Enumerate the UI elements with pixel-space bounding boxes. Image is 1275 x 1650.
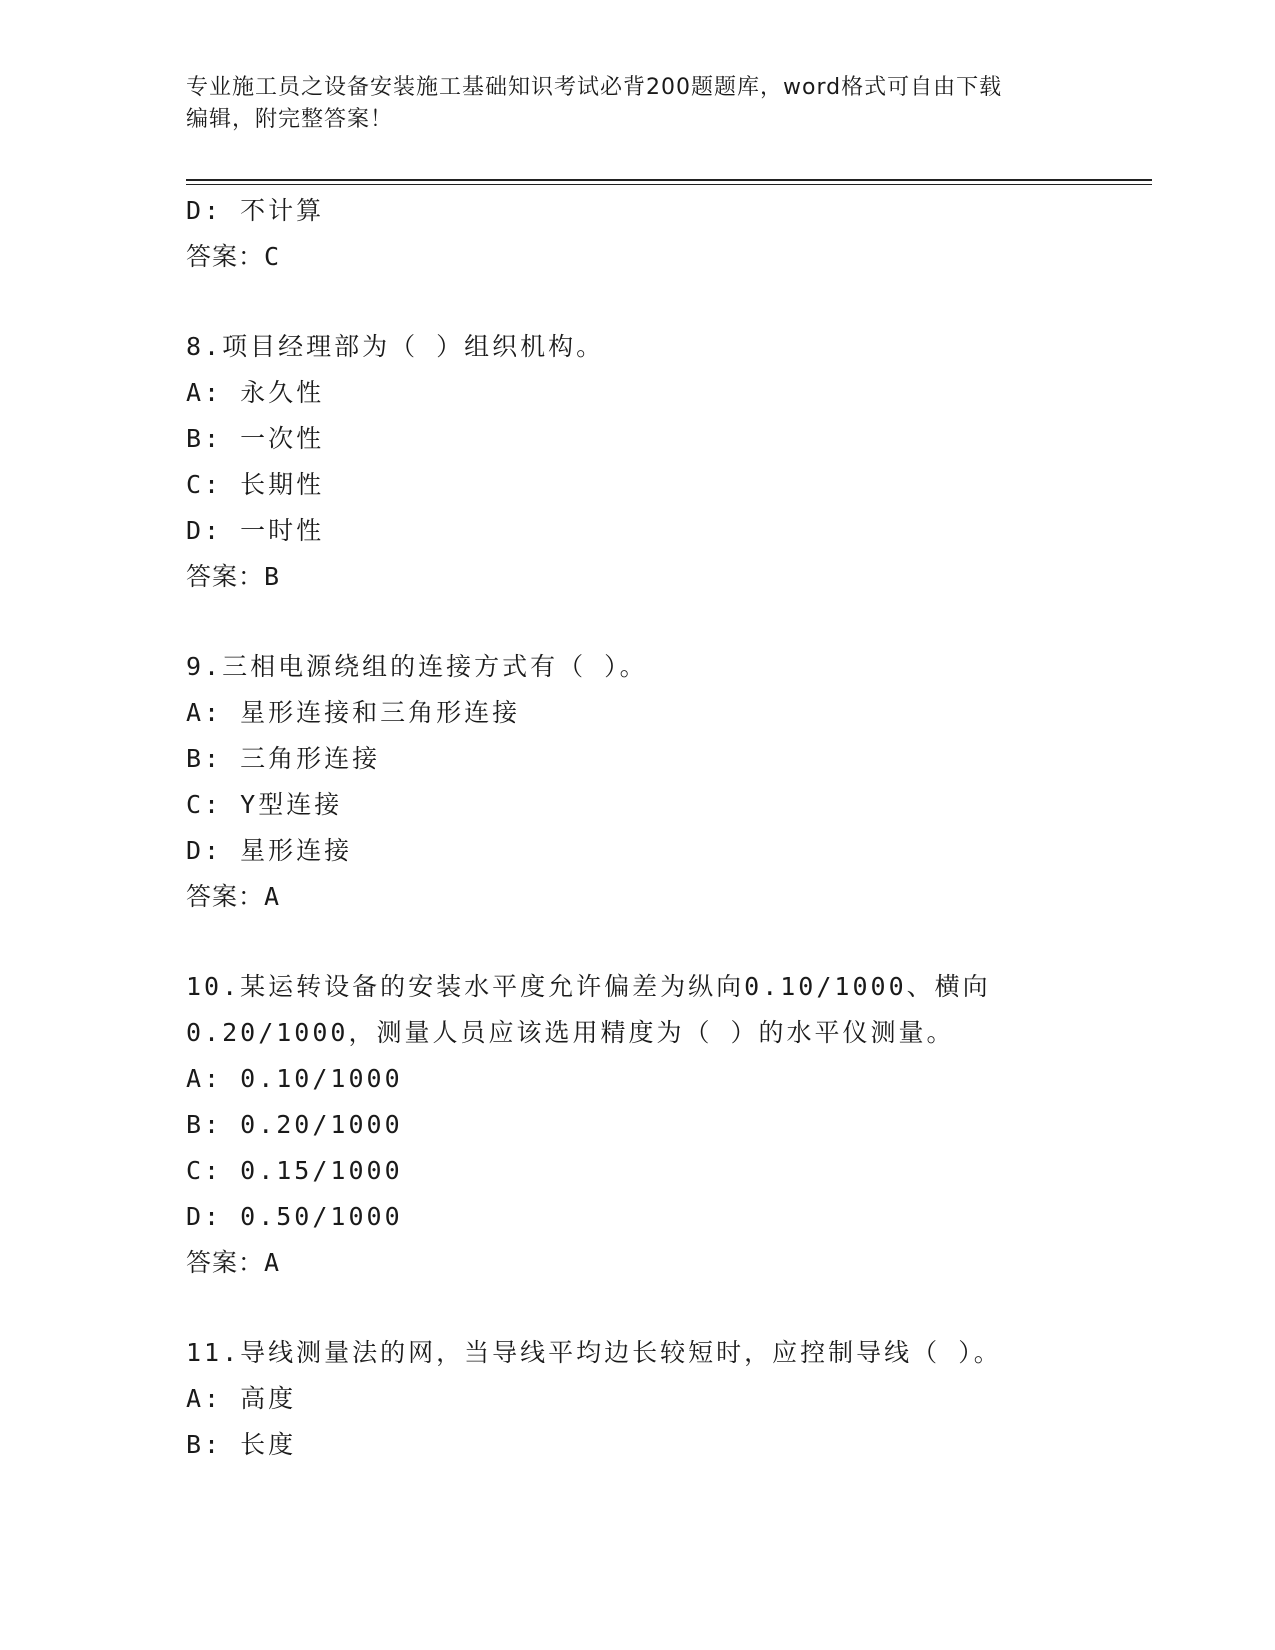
option-b: B: 长度 <box>186 1430 297 1459</box>
answer-line: 答案：B <box>186 562 281 591</box>
header-title-line-1: 专业施工员之设备安装施工基础知识考试必背200题题库，word格式可自由下载 <box>186 75 1003 100</box>
question-10 <box>186 964 1146 1286</box>
header-divider-thin <box>186 184 1152 185</box>
document-header <box>186 72 1086 136</box>
option-d: D: 不计算 <box>186 196 325 225</box>
question-8 <box>186 324 1146 600</box>
option-a: A: 永久性 <box>186 378 325 407</box>
option-d: D: 一时性 <box>186 516 325 545</box>
answer-line: 答案：A <box>186 882 281 911</box>
answer-line: 答案：C <box>186 242 281 271</box>
question-7-tail <box>186 188 1146 280</box>
question-list <box>186 188 1146 1468</box>
question-stem-continued: 0.20/1000，测量人员应该选用精度为（ ）的水平仪测量。 <box>186 1018 955 1047</box>
header-title-line-2: 编辑，附完整答案！ <box>186 107 394 132</box>
option-a: A: 星形连接和三角形连接 <box>186 698 521 727</box>
option-c: C: 长期性 <box>186 470 325 499</box>
question-stem: 11.导线测量法的网，当导线平均边长较短时，应控制导线（ ）。 <box>186 1338 1002 1367</box>
option-c: C: 0.15/1000 <box>186 1156 403 1185</box>
option-b: B: 一次性 <box>186 424 325 453</box>
option-b: B: 三角形连接 <box>186 744 381 773</box>
option-d: D: 0.50/1000 <box>186 1202 403 1231</box>
question-stem: 8.项目经理部为（ ）组织机构。 <box>186 332 605 361</box>
question-9 <box>186 644 1146 920</box>
header-divider-thick <box>186 179 1152 181</box>
question-stem: 9.三相电源绕组的连接方式有（ ）。 <box>186 652 648 681</box>
option-c: C: Y型连接 <box>186 790 343 819</box>
question-11 <box>186 1330 1146 1468</box>
answer-line: 答案：A <box>186 1248 281 1277</box>
question-stem: 10.某运转设备的安装水平度允许偏差为纵向0.10/1000、横向 <box>186 972 991 1001</box>
option-a: A: 高度 <box>186 1384 297 1413</box>
option-b: B: 0.20/1000 <box>186 1110 403 1139</box>
option-a: A: 0.10/1000 <box>186 1064 403 1093</box>
option-d: D: 星形连接 <box>186 836 353 865</box>
